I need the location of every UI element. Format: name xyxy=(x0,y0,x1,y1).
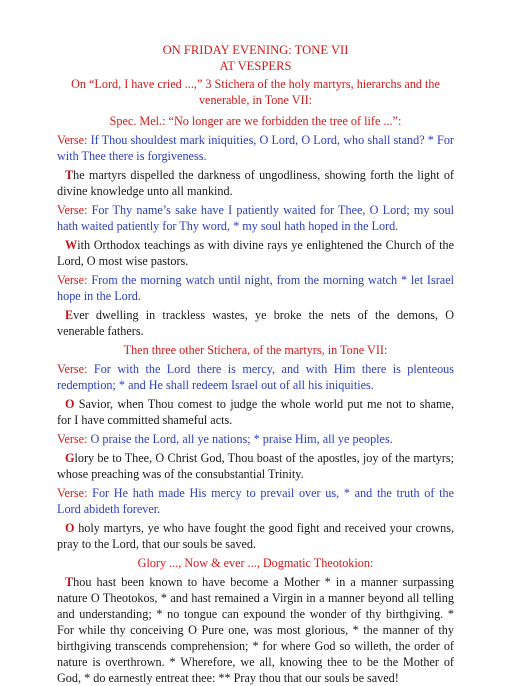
verse-label: Verse: xyxy=(57,133,88,147)
initial-letter: W xyxy=(65,238,78,252)
sticheron-5 xyxy=(57,450,454,482)
initial-letter: G xyxy=(65,451,75,465)
verse-3 xyxy=(57,272,454,304)
verse-6 xyxy=(57,485,454,517)
rubric-theotokion: Glory ..., Now & ever ..., Dogmatic Theotokion: xyxy=(137,556,374,570)
initial-letter: T xyxy=(65,575,74,589)
initial-letter: E xyxy=(65,308,74,322)
heading-line-1: ON FRIDAY EVENING: TONE VII xyxy=(162,43,349,57)
verse-label: Verse: xyxy=(57,362,88,376)
initial-letter: O xyxy=(65,521,75,535)
initial-letter: O xyxy=(65,397,75,411)
verse-text: For He hath made His mercy to prevail over us, * and the truth of the Lord abideth forever. xyxy=(57,486,454,516)
section-heading xyxy=(57,42,454,74)
sticheron-text: ver dwelling in trackless wastes, ye broke the nets of the demons, O venerable fathers. xyxy=(57,308,454,338)
initial-letter: T xyxy=(65,168,74,182)
verse-label: Verse: xyxy=(57,203,88,217)
sticheron-2 xyxy=(57,237,454,269)
sticheron-text: holy martyrs, ye who have fought the good fight and received your crowns, pray to the Lord, that our souls be saved. xyxy=(57,521,454,551)
verse-label: Verse: xyxy=(57,432,88,446)
verse-text: For with the Lord there is mercy, and with Him there is plenteous redemption; * and He shall redeem Israel out of all his iniquities. xyxy=(57,362,454,392)
verse-label: Verse: xyxy=(57,486,88,500)
verse-text: If Thou shouldest mark iniquities, O Lord, O Lord, who shall stand? * For with Thee there is forgiveness. xyxy=(57,133,454,163)
verse-label: Verse: xyxy=(57,273,88,287)
intro-rubric: On “Lord, I have cried ...,” 3 Stichera of the holy martyrs, hierarchs and the venerable, in Tone VII: xyxy=(71,77,440,107)
sticheron-text: Savior, when Thou comest to judge the whole world put me not to shame, for I have committed shameful acts. xyxy=(57,397,454,427)
verse-text: For Thy name’s sake have I patiently waited for Thee, O Lord; my soul hath waited patiently for Thy word, * my soul hath hoped in the Lord. xyxy=(57,203,454,233)
verse-4 xyxy=(57,361,454,393)
verse-text: O praise the Lord, all ye nations; * praise Him, all ye peoples. xyxy=(87,432,393,446)
sticheron-text: lory be to Thee, O Christ God, Thou boast of the apostles, joy of the martyrs; whose preaching was of the consubstantial Trinity. xyxy=(57,451,454,481)
sticheron-3 xyxy=(57,307,454,339)
verse-1 xyxy=(57,132,454,164)
sticheron-text: he martyrs dispelled the darkness of ungodliness, showing forth the light of divine knowledge unto all mankind. xyxy=(57,168,454,198)
sticheron-6 xyxy=(57,520,454,552)
theotokion-text: hou hast been known to have become a Mother * in a manner surpassing nature O Theotokos, * and hast remained a Virgin in a manner beyond all telling and understanding; * no tongue can expound the wonder of thy birthgiving. * For while thy conceiving O Pure one, was most glorious, * the manner of thy birthgiving transcends comprehension; * for where God so willeth, the order of nature is overthrown. * Wherefore, we all, knowing thee to be the Mother of God, * do earnestly entreat thee: ** Pray thou that our souls be saved! xyxy=(57,575,454,685)
dogmatic-theotokion xyxy=(57,574,454,686)
verse-2 xyxy=(57,202,454,234)
heading-line-2: AT VESPERS xyxy=(219,59,292,73)
special-melody-rubric: Spec. Mel.: “No longer are we forbidden the tree of life ...”: xyxy=(109,114,402,128)
verse-5 xyxy=(57,431,454,447)
sticheron-1 xyxy=(57,167,454,199)
sticheron-text: ith Orthodox teachings as with divine rays ye enlightened the Church of the Lord, O most wise pastors. xyxy=(57,238,454,268)
verse-text: From the morning watch until night, from the morning watch * let Israel hope in the Lord. xyxy=(57,273,454,303)
sticheron-4 xyxy=(57,396,454,428)
rubric-other-stichera: Then three other Stichera, of the martyrs, in Tone VII: xyxy=(123,343,388,357)
